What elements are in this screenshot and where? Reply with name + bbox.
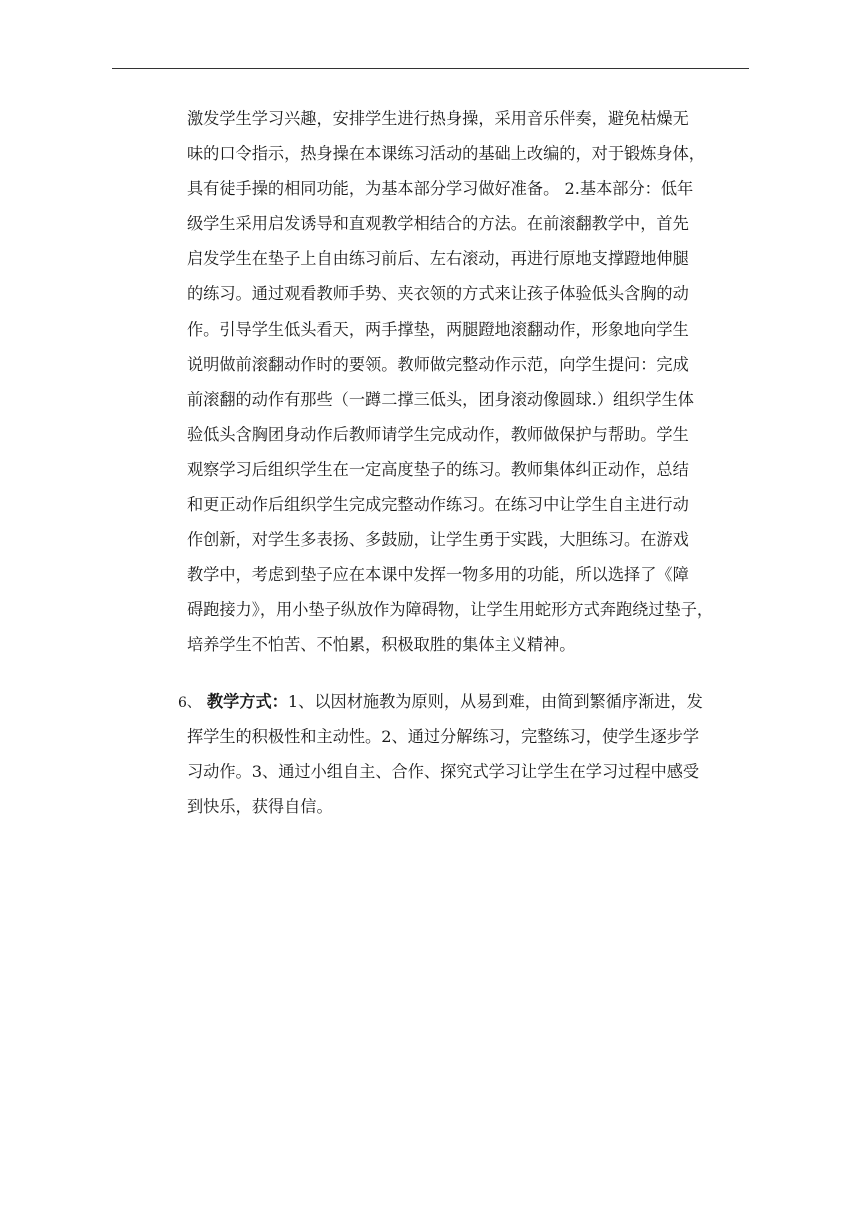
paragraph-line: 碍跑接力》，用小垫子纵放作为障碍物，让学生用蛇形方式奔跑绕过垫子， (187, 600, 714, 620)
paragraph-line: 味的口令指示，热身操在本课练习活动的基础上改编的，对于锻炼身体， (187, 144, 705, 164)
section-line: 挥学生的积极性和主动性。2、通过分解练习，完整练习，使学生逐步学 (187, 727, 700, 746)
section-first-line-text: 1、以因材施教为原则，从易到难，由简到繁循序渐进，发 (287, 692, 703, 711)
section-label: 教学方式： (206, 692, 288, 711)
section-heading-line (178, 684, 748, 719)
paragraph-line: 作。引导学生低头看天，两手撑垫，两腿蹬地滚翻动作，形象地向学生 (187, 319, 689, 339)
paragraph-line: 观察学习后组织学生在一定高度垫子的练习。教师集体纠正动作，总结 (187, 459, 689, 479)
paragraph-line: 教学中，考虑到垫子应在本课中发挥一物多用的功能，所以选择了《障 (187, 565, 689, 585)
section-number: 6、 (178, 695, 201, 711)
paragraph-line: 的练习。通过观看教师手势、夹衣领的方式来让孩子体验低头含胸的动 (187, 284, 689, 304)
paragraph-line: 激发学生学习兴趣，安排学生进行热身操，采用音乐伴奏，避免枯燥无 (187, 109, 689, 128)
paragraph-line: 作创新，对学生多表扬、多鼓励，让学生勇于实践，大胆练习。在游戏 (187, 530, 689, 550)
paragraph-line: 和更正动作后组织学生完成完整动作练习。在练习中让学生自主进行动 (187, 495, 689, 515)
section-line: 习动作。3、通过小组自主、合作、探究式学习让学生在学习过程中感受 (187, 762, 700, 781)
paragraph-line: 验低头含胸团身动作后教师请学生完成动作，教师做保护与帮助。学生 (187, 424, 689, 444)
paragraph-line: 启发学生在垫子上自由练习前后、左右滚动，再进行原地支撑蹬地伸腿 (187, 249, 689, 269)
section-line: 到快乐，获得自信。 (187, 797, 333, 816)
paragraph-line: 前滚翻的动作有那些（一蹲二撑三低头，团身滚动像圆球.）组织学生体 (187, 389, 694, 409)
paragraph-line: 具有徒手操的相同功能，为基本部分学习做好准备。 2.基本部分：低年 (187, 179, 694, 199)
paragraph-line: 培养学生不怕苦、不怕累，积极取胜的集体主义精神。 (187, 635, 576, 655)
paragraph-line: 说明做前滚翻动作时的要领。教师做完整动作示范，向学生提问：完成 (187, 354, 689, 374)
section-teaching-method (178, 684, 748, 824)
paragraph-teaching-process (187, 101, 757, 663)
paragraph-line: 级学生采用启发诱导和直观教学相结合的方法。在前滚翻教学中，首先 (187, 214, 689, 234)
header-divider (112, 68, 749, 69)
